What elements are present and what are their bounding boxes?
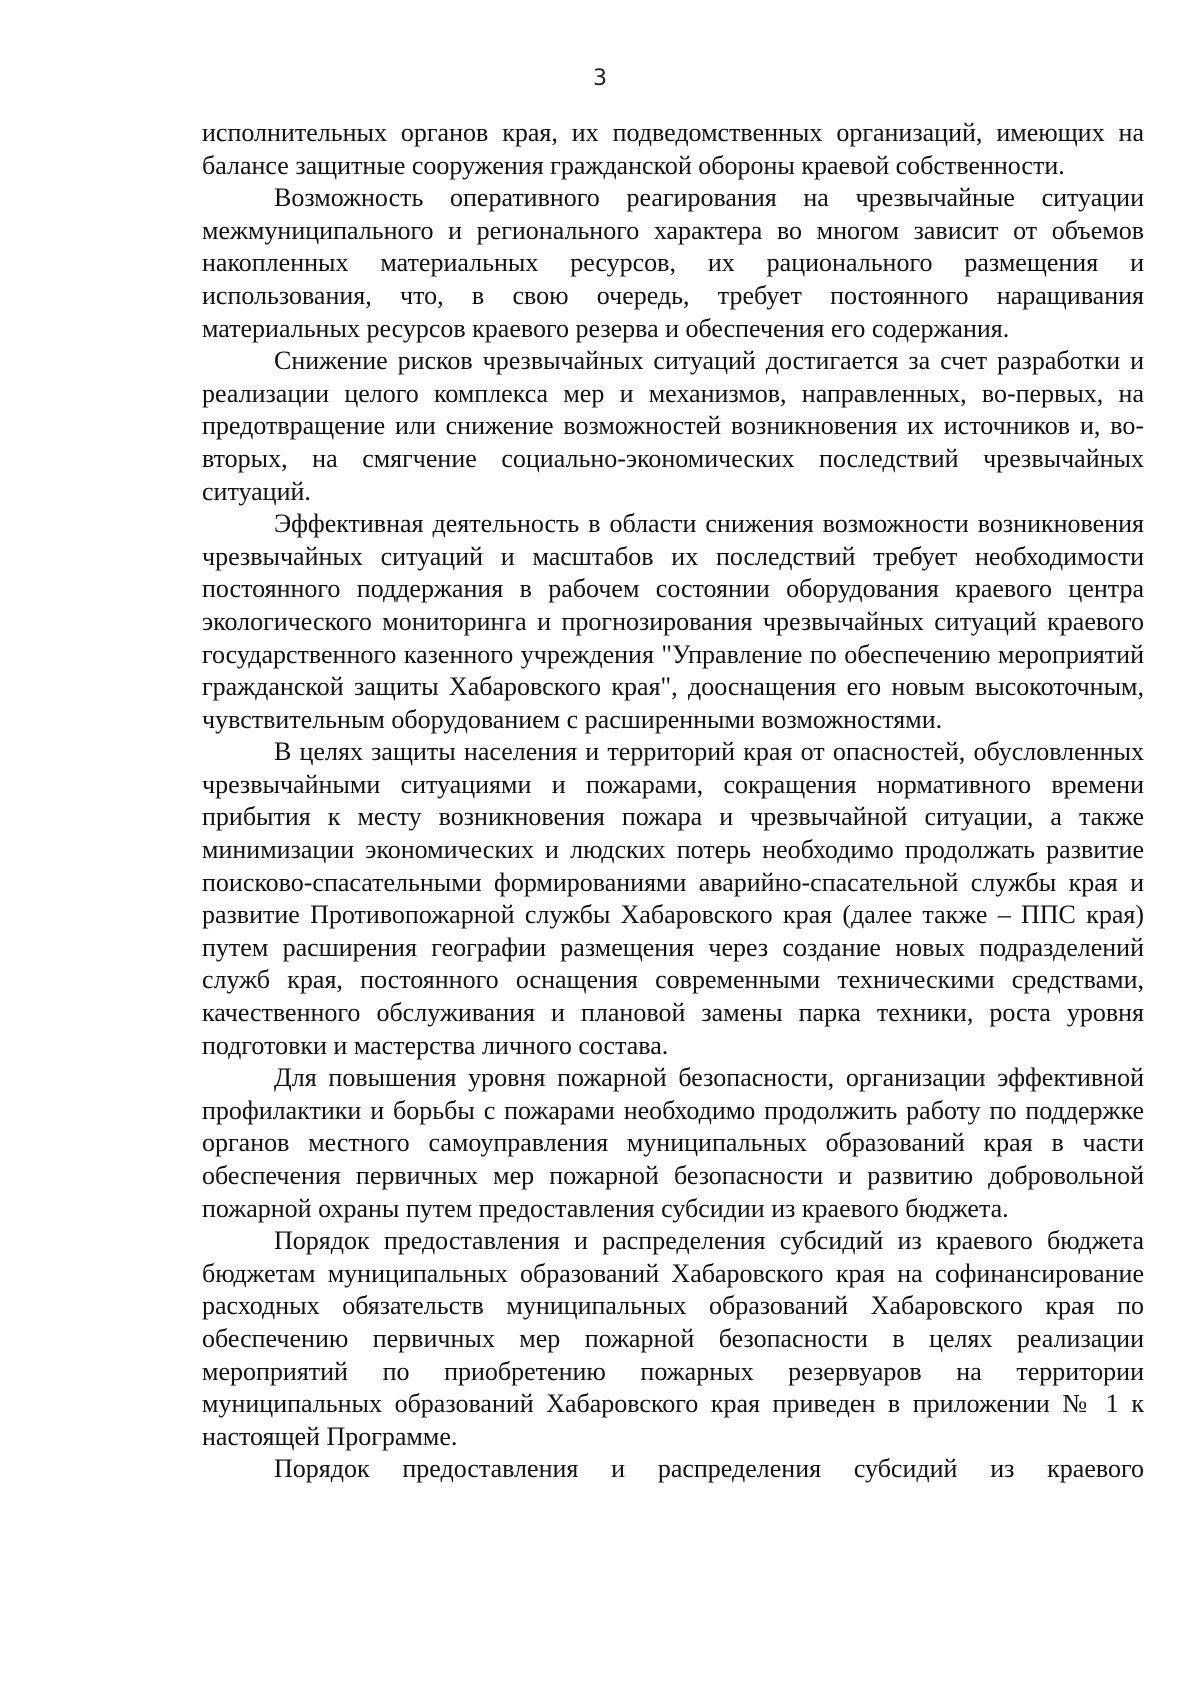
- paragraph-fire-service: В целях защиты населения и территорий края от опасностей, обусловленных чрезвычайными ситуациями и пожарами, сокращения нормативного времени прибытия к месту возникновения пожара и чрезвычайной ситуации, а также минимизации экономических и людских потерь необходимо продолжать развитие поисково-спасательными формированиями аварийно-спасательной службы края и развитие Противопожарной службы Хабаровского края (далее также – ППС края) путем расширения географии размещения через создание новых подразделений служб края, постоянного оснащения современными техническими средствами, качественного обслуживания и плановой замены парка техники, роста уровня подготовки и мастерства личного состава.: [202, 737, 1144, 1060]
- paragraph-fire-safety: Для повышения уровня пожарной безопасности, организации эффективной профилактики и борьбы с пожарами необходимо продолжить работу по поддержке органов местного самоуправления муниципальных образований края в части обеспечения первичных мер пожарной безопасности и развитию добровольной пожарной охраны путем предоставления субсидии из краевого бюджета.: [202, 1063, 1144, 1223]
- paragraph-monitoring-center: Эффективная деятельность в области снижения возможности возникновения чрезвычайных ситуаций и масштабов их последствий требует необходимости постоянного поддержания в рабочем состоянии оборудования краевого центра экологического мониторинга и прогнозирования чрезвычайных ситуаций краевого государственного казенного учреждения "Управление по обеспечению мероприятий гражданской защиты Хабаровского края", дооснащения его новым высокоточным, чувствительным оборудованием с расширенными возможностями.: [202, 509, 1144, 734]
- page-number: 3: [593, 66, 607, 91]
- document-body: [202, 117, 1144, 1486]
- paragraph-subsidy-procedure-cont: Порядок предоставления и распределения субсидий из краевого: [274, 1454, 1144, 1484]
- paragraph-risk-reduction: Снижение рисков чрезвычайных ситуаций достигается за счет разработки и реализации целого комплекса мер и механизмов, направленных, во-первых, на предотвращение или снижение возможностей возникновения их источников и, во-вторых, на смягчение социально-экономических последствий чрезвычайных ситуаций.: [202, 346, 1144, 506]
- paragraph-continued: исполнительных органов края, их подведомственных организаций, имеющих на балансе защитные сооружения гражданской обороны краевой собственности.: [202, 118, 1144, 180]
- paragraph-subsidy-procedure: Порядок предоставления и распределения субсидий из краевого бюджета бюджетам муниципальных образований Хабаровского края на софинансирование расходных обязательств муниципальных образований Хабаровского края по обеспечению первичных мер пожарной безопасности в целях реализации мероприятий по приобретению пожарных резервуаров на территории муниципальных образований Хабаровского края приведен в приложении № 1 к настоящей Программе.: [202, 1226, 1144, 1451]
- paragraph-material-reserves: Возможность оперативного реагирования на чрезвычайные ситуации межмуниципального и регионального характера во многом зависит от объемов накопленных материальных ресурсов, их рационального размещения и использования, что, в свою очередь, требует постоянного наращивания материальных ресурсов краевого резерва и обеспечения его содержания.: [202, 183, 1144, 343]
